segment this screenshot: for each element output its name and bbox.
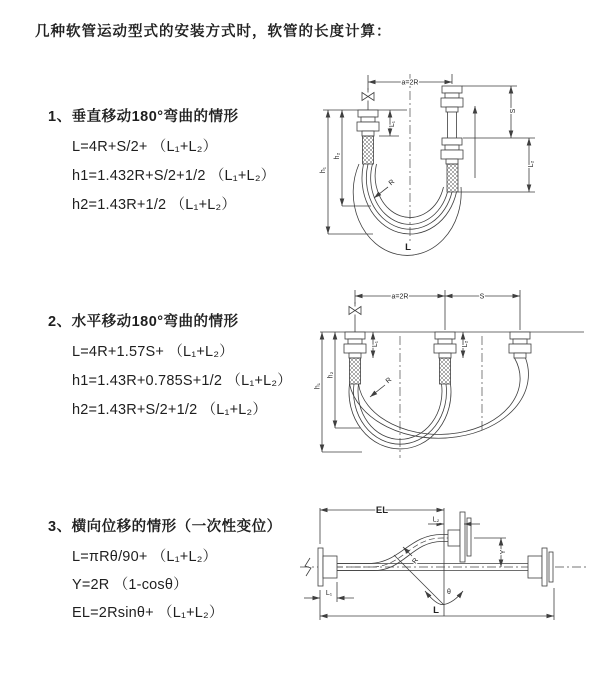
dim-label-l2: L₂ xyxy=(432,516,440,524)
page-title: 几种软管运动型式的安装方式时，软管的长度计算： xyxy=(35,24,392,40)
formula-line: EL=2Rsinθ+ （L₁+L₂） xyxy=(72,605,224,621)
dim-label-s: S xyxy=(479,293,485,301)
angle-theta xyxy=(394,555,463,605)
braid-section xyxy=(363,136,374,164)
dimension-l1 xyxy=(304,582,354,602)
valve-icon xyxy=(362,88,374,110)
dim-label-a2r: a=2R xyxy=(391,293,409,301)
formula-line: L=4R+1.57S+ （L₁+L₂） xyxy=(72,344,234,360)
dim-label-s: S xyxy=(510,108,517,114)
dim-label-y: Y xyxy=(500,549,507,555)
section-heading: 3、横向位移的情形（一次性变位） xyxy=(48,519,282,535)
right-fitting-moved xyxy=(509,332,531,358)
formula-line: h1=1.432R+S/2+1/2 （L₁+L₂） xyxy=(72,168,276,184)
dim-label-l: L xyxy=(433,605,439,616)
right-fitting-lower xyxy=(441,138,463,192)
pipe-section xyxy=(448,112,457,138)
left-fitting xyxy=(357,110,379,164)
dim-label-h1: h₁ xyxy=(314,382,322,390)
dimension-l1 xyxy=(372,332,379,358)
formula-line: Y=2R （1-cosθ） xyxy=(72,577,188,593)
dim-label-l2: L₂ xyxy=(462,340,469,348)
right-flange xyxy=(528,548,553,586)
section-heading: 1、垂直移动180°弯曲的情形 xyxy=(48,109,239,125)
middle-fitting xyxy=(434,332,456,384)
dim-label-h1: h₁ xyxy=(320,166,327,174)
dim-label-r: R xyxy=(411,557,421,566)
dim-label-theta: θ xyxy=(447,589,451,596)
braid-section xyxy=(447,164,458,192)
upper-flange xyxy=(448,512,471,562)
formula-line: L=4R+S/2+ （L₁+L₂） xyxy=(72,139,218,155)
formula-line: h1=1.43R+0.785S+1/2 （L₁+L₂） xyxy=(72,373,292,389)
left-fitting xyxy=(344,332,366,384)
dim-label-l2: L₂ xyxy=(528,160,535,168)
valve-icon xyxy=(349,302,361,332)
dim-label-r: R xyxy=(387,178,397,188)
dimension-l2 xyxy=(528,138,535,192)
dim-label-a2r: a=2R xyxy=(401,79,419,87)
dim-label-l1: L₁ xyxy=(325,590,333,597)
dimension-s xyxy=(458,86,535,192)
dim-label-l1: L₁ xyxy=(389,120,396,128)
hose-u-bend-moved xyxy=(350,358,529,438)
formula-line: h2=1.43R+S/2+1/2 （L₁+L₂） xyxy=(72,402,268,418)
section-heading: 2、水平移动180°弯曲的情形 xyxy=(48,314,239,330)
braid-section xyxy=(350,358,361,384)
dimension-l1 xyxy=(379,110,399,136)
dim-label-l: L xyxy=(405,242,411,253)
dimension-el xyxy=(320,505,444,616)
diagram-horizontal-180-bend xyxy=(310,282,592,464)
dimension-l2 xyxy=(462,332,469,358)
dimension-a2r xyxy=(355,290,520,330)
dim-label-h2: h₂ xyxy=(334,152,341,160)
dim-label-r: R xyxy=(384,376,394,386)
hose-displaced-position xyxy=(337,535,448,571)
dim-label-h2: h₂ xyxy=(327,371,335,379)
dimension-y xyxy=(474,538,507,567)
braid-section xyxy=(440,358,451,384)
dimension-l2 xyxy=(428,517,480,525)
diagram-lateral-displacement xyxy=(296,500,596,650)
diagram-vertical-180-bend xyxy=(315,66,565,262)
formula-line: L=πRθ/90+ （L₁+L₂） xyxy=(72,549,218,565)
radius-callout xyxy=(374,179,396,198)
right-fitting-upper xyxy=(441,86,463,112)
left-flange xyxy=(318,548,337,586)
radius-callout xyxy=(370,377,393,397)
dim-label-el: EL xyxy=(375,505,389,516)
dim-label-l1: L₁ xyxy=(372,340,379,348)
dimension-l xyxy=(320,588,554,620)
radius-callout xyxy=(403,547,420,565)
formula-line: h2=1.43R+1/2 （L₁+L₂） xyxy=(72,197,237,213)
